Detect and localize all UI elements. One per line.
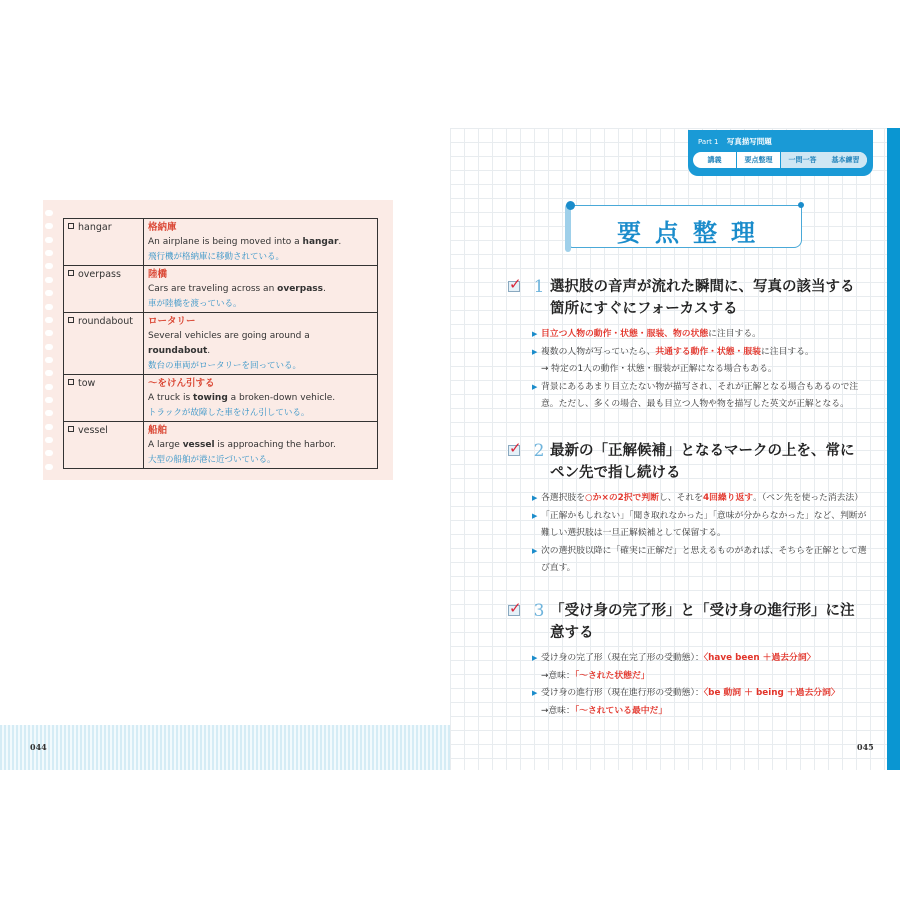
bullet-text: 受け身の進行形（現在進行形の受動態）：: [541, 688, 704, 698]
step-key-points[interactable]: 要点整理: [736, 152, 781, 168]
highlight-text: 〈have been ＋過去分詞〉: [703, 653, 816, 663]
vocab-detail-cell: [144, 422, 378, 469]
vocab-row: [64, 375, 378, 422]
vocab-meaning: 陸橋: [148, 269, 168, 280]
chapter-edge-bar: [887, 128, 900, 770]
vocab-translation: 車が陸橋を渡っている。: [148, 299, 242, 309]
vocab-sentence: [148, 282, 373, 297]
vocab-word-cell: [64, 422, 144, 469]
step-qa[interactable]: 一問一答: [781, 152, 824, 168]
point-number: 2: [533, 441, 545, 461]
checkbox-icon[interactable]: [68, 379, 74, 385]
vocab-meaning: ロータリー: [148, 316, 196, 327]
highlight-text: ○か×の2択で判断: [585, 493, 659, 503]
vocab-row: [64, 219, 378, 266]
vocab-detail-cell: [144, 219, 378, 266]
bullet-text: 「正解かもしれない」「聞き取れなかった」「意味が分からなかった」など、判断が難しい選択肢は一旦正解候補として保留する。: [541, 510, 867, 538]
vocab-sentence: [148, 391, 373, 406]
key-point-1: [508, 276, 868, 414]
vocab-translation: 数台の車両がロータリーを回っている。: [148, 361, 302, 371]
vocab-sentence: [148, 329, 373, 359]
vocab-sentence: [148, 235, 373, 250]
vocab-table: [63, 218, 378, 469]
notebook-holes: [45, 210, 55, 470]
checkbox-icon[interactable]: [68, 317, 74, 323]
section-title-box: [570, 205, 802, 248]
bullet-list: [532, 326, 868, 414]
left-footer-band: [0, 725, 450, 770]
bullet-item: [532, 326, 868, 344]
part-title: [698, 136, 772, 147]
meaning-highlight: 「〜されている最中だ」: [574, 705, 668, 716]
vocab-word-cell: [64, 266, 144, 313]
sentence-text: An airplane is being moved into a: [148, 237, 303, 247]
sentence-text: A large: [148, 440, 183, 450]
checkbox-icon[interactable]: [68, 426, 74, 432]
vocab-word: vessel: [78, 425, 108, 436]
sentence-keyword: hangar: [302, 237, 339, 247]
vocab-row: [64, 422, 378, 469]
vocab-detail-cell: [144, 375, 378, 422]
meaning-label: →意味：: [541, 705, 575, 716]
bullet-item: [532, 543, 868, 578]
point-heading-text: 最新の「正解候補」となるマークの上を、常にペン先で指し続ける: [550, 443, 855, 481]
vocab-word-cell: [64, 219, 144, 266]
sentence-keyword: roundabout: [148, 346, 208, 356]
bullet-text: 背景にあるあまり目立たない物が描写され、それが正解となる場合もあるので注意。ただし、多くの場合、最も目立つ人物や物を描写した英文が正解となる。: [541, 381, 859, 409]
highlight-text: 4回繰り返す: [702, 493, 754, 503]
vocab-detail-cell: [144, 313, 378, 375]
bullet-text: 受け身の完了形（現在完了形の受動態）：: [541, 653, 704, 663]
key-point-2: [508, 440, 868, 578]
step-practice[interactable]: 基本練習: [824, 152, 867, 168]
key-point-heading: [508, 276, 868, 320]
vocab-word: hangar: [78, 222, 112, 233]
vocab-meaning: 船舶: [148, 425, 168, 436]
part-tab: [688, 130, 873, 176]
vocab-sentence: [148, 438, 373, 453]
vocab-translation: 大型の船舶が港に近づいている。: [148, 455, 276, 465]
vocab-translation: 飛行機が格納庫に移動されている。: [148, 252, 285, 262]
bullet-meaning: [532, 703, 868, 721]
point-number: 3: [533, 601, 545, 621]
sentence-text: .: [207, 346, 211, 356]
checkbox-icon[interactable]: [68, 223, 74, 229]
sentence-text: is approaching the harbor.: [214, 440, 336, 450]
sentence-text: a broken-down vehicle.: [227, 393, 336, 403]
bullet-item: [532, 490, 868, 508]
title-dot-icon: [566, 201, 575, 210]
vocab-word: tow: [78, 378, 96, 389]
checkmark-icon: ✓: [509, 599, 522, 617]
bullet-text: に注目する。: [760, 346, 814, 357]
bullet-item: [532, 508, 868, 543]
sentence-keyword: towing: [193, 393, 228, 403]
sentence-text: A truck is: [148, 393, 194, 403]
key-point-3: [508, 600, 868, 720]
title-dot-icon: [798, 202, 804, 208]
part-label: Part 1: [698, 138, 719, 146]
vocab-word: roundabout: [78, 316, 133, 327]
highlight-text: 共通する動作・状態・服装: [655, 346, 761, 357]
point-heading-text: 「受け身の完了形」と「受け身の進行形」に注意する: [550, 603, 855, 641]
bullet-text: 各選択肢を: [541, 493, 585, 503]
bullet-list: [532, 650, 868, 720]
point-heading-text: 選択肢の音声が流れた瞬間に、写真の該当する箇所にすぐにフォーカスする: [550, 279, 855, 317]
point-number: 1: [533, 277, 545, 297]
checkbox-icon[interactable]: [68, 270, 74, 276]
bullet-item: [532, 650, 868, 668]
bullet-text: に注目する。: [708, 329, 761, 339]
vocab-translation: トラックが故障した車をけん引している。: [148, 408, 310, 418]
bullet-item: [532, 379, 868, 414]
sentence-text: Several vehicles are going around a: [148, 331, 310, 341]
part-name: 写真描写問題: [726, 137, 772, 146]
bullet-subnote: → 特定の1人の動作・状態・服装が正解になる場合もある。: [541, 364, 777, 374]
vocab-row: [64, 313, 378, 375]
highlight-text: 〈be 動詞 ＋ being ＋過去分詞〉: [703, 688, 840, 698]
sentence-text: .: [322, 284, 326, 294]
bullet-item: [532, 685, 868, 703]
vocab-word: overpass: [78, 269, 121, 280]
vocab-row: [64, 266, 378, 313]
sentence-text: .: [338, 237, 342, 247]
step-lecture[interactable]: 講義: [707, 156, 722, 164]
key-point-heading: [508, 440, 868, 484]
meaning-label: →意味：: [541, 670, 575, 681]
bullet-item: [532, 344, 868, 362]
bullet-text: し、それを: [658, 493, 703, 503]
sentence-text: Cars are traveling across an: [148, 284, 278, 294]
vocab-meaning: 格納庫: [148, 222, 177, 233]
bullet-text: 次の選択肢以降に「確実に正解だ」と思えるものがあれば、そちらを正解として選び直す。: [541, 545, 867, 573]
page-number-right: 045: [857, 742, 874, 752]
section-title: 要点整理: [617, 219, 769, 247]
vocab-meaning: 〜をけん引する: [148, 378, 215, 389]
highlight-text: 目立つ人物の動作・状態・服装、物の状態: [541, 329, 709, 339]
vocab-detail-cell: [144, 266, 378, 313]
page-number-left: 044: [30, 742, 47, 752]
sentence-keyword: overpass: [277, 284, 323, 294]
step-navigation: [693, 152, 867, 168]
meaning-highlight: 「〜された状態だ」: [574, 670, 650, 681]
vocab-word-cell: [64, 313, 144, 375]
bullet-text: 。（ペン先を使った消去法）: [753, 493, 864, 503]
vocab-word-cell: [64, 375, 144, 422]
bullet-list: [532, 490, 868, 578]
bullet-text: 複数の人物が写っていたら、: [541, 346, 656, 357]
checkmark-icon: ✓: [509, 439, 522, 457]
key-point-heading: [508, 600, 868, 644]
sentence-keyword: vessel: [182, 440, 215, 450]
checkmark-icon: ✓: [509, 275, 522, 293]
bullet-meaning: [532, 668, 868, 686]
